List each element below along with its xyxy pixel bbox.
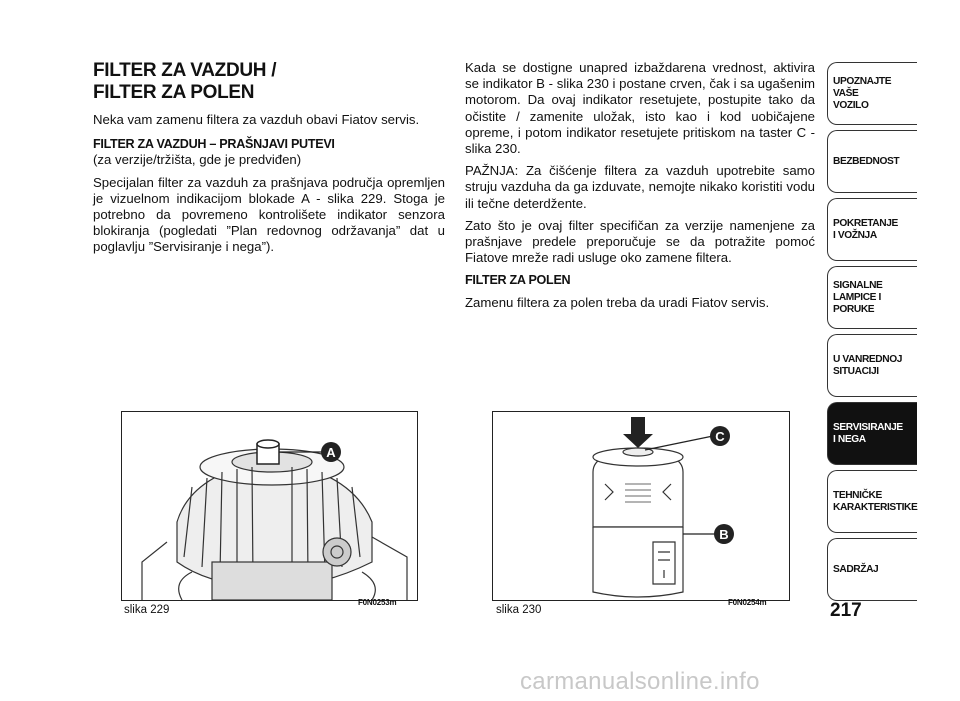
air-filter-subheading: FILTER ZA VAZDUH – PRAŠNJAVI PUTEVI xyxy=(93,137,335,152)
callout-b-label: B xyxy=(719,527,729,542)
tab-upoznajte[interactable]: UPOZNAJTE VAŠE VOZILO xyxy=(827,62,917,125)
figure-229 xyxy=(121,411,418,601)
figure-229-caption: slika 229 xyxy=(124,604,170,616)
tab-vanredna-situacija[interactable]: U VANREDNOJ SITUACIJI xyxy=(827,334,917,397)
title-line-2: FILTER ZA POLEN xyxy=(93,82,255,103)
pollen-filter-paragraph: Zamenu filtera za polen treba da uradi Fiatov servis. xyxy=(465,294,770,310)
indicator-paragraph: Kada se dostigne unapred izbaždarena vrednost, aktivira se indikator B - slika 230 i postane crven, čak i sa ugašenim motorom. Da ovaj indikator resetujete, postupite tako da očistite / zamenite uložak, isto kao i kod uobičajene opreme, i potom indikator resetujete pritiskom na taster C - slika 230. xyxy=(465,60,815,157)
tab-bezbednost[interactable]: BEZBEDNOST xyxy=(827,130,917,193)
section-title xyxy=(93,60,445,104)
figure-229-code: F0N0253m xyxy=(358,598,397,607)
figure-230-caption: slika 230 xyxy=(496,604,542,616)
pollen-filter-subheading: FILTER ZA POLEN xyxy=(465,273,571,288)
tab-pokretanje[interactable]: POKRETANJE I VOŽNJA xyxy=(827,198,917,261)
right-column xyxy=(465,60,815,317)
figure-230-code: F0N0254m xyxy=(728,598,767,607)
left-column xyxy=(93,60,445,262)
tab-servisiranje[interactable]: SERVISIRANJE I NEGA xyxy=(827,402,917,465)
tab-sadrzaj[interactable]: SADRŽAJ xyxy=(827,538,917,601)
chapter-tabs xyxy=(827,62,917,606)
watermark: carmanualsonline.info xyxy=(520,668,760,695)
air-filter-body: Specijalan filter za vazduh za prašnjava područja opremljen je vizuelnom indikacijom blokade A - slika 229. Stoga je potrebno da povremeno kontrolišete indikator senzora blokiranja (pogledati ”Plan redovnog održavanja” dat u poglavlju ”Servisiranje i nega”). xyxy=(93,174,445,255)
title-line-1: FILTER ZA VAZDUH / xyxy=(93,60,277,81)
tab-tehnicke[interactable]: TEHNIČKE KARAKTERISTIKE xyxy=(827,470,917,533)
subheading-note: (za verzije/tržišta, gde je predviđen) xyxy=(93,152,302,168)
warning-paragraph: PAŽNJA: Za čišćenje filtera za vazduh upotrebite samo struju vazduha da ga izduvate, nemojte nikako koristiti vodu ili tečne deterdžente. xyxy=(465,163,815,211)
indicator-illustration xyxy=(493,412,789,600)
tab-signalne-lampice[interactable]: SIGNALNE LAMPICE I PORUKE xyxy=(827,266,917,329)
intro-text: Neka vam zamenu filtera za vazduh obavi Fiatov servis. xyxy=(93,112,420,127)
air-filter-illustration xyxy=(122,412,417,600)
callout-c-label: C xyxy=(715,429,725,444)
dusty-areas-paragraph: Zato što je ovaj filter specifičan za verzije namenjene za prašnjave predele preporučuje se da potražite pomoć Fiatove mreže radi usluge oko zamene filtera. xyxy=(465,217,815,266)
figure-230 xyxy=(492,411,790,601)
page-number: 217 xyxy=(830,600,862,621)
press-arrow-icon xyxy=(623,417,653,448)
callout-a-label: A xyxy=(326,445,336,460)
